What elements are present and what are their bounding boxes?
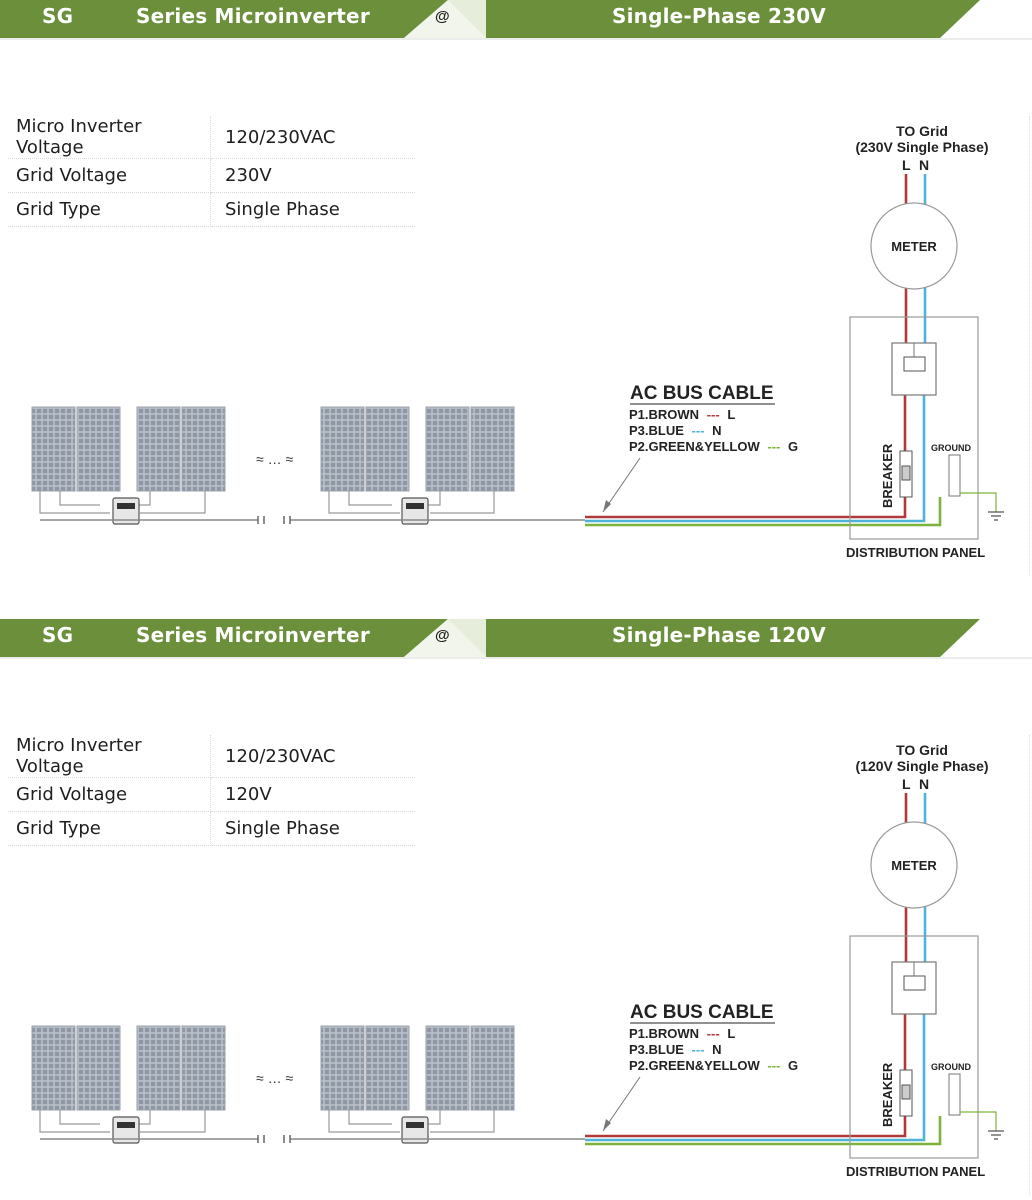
solar-panel (471, 1026, 514, 1110)
header-brand: SG (42, 4, 74, 28)
header-phase: Single-Phase 120V (612, 623, 826, 647)
solar-panel (77, 407, 120, 491)
bus-line-code: N (712, 1042, 722, 1057)
solar-array-right (321, 1026, 514, 1143)
spec-label: Grid Type (8, 193, 211, 227)
bus-line-name: P1.BROWN (629, 1026, 700, 1041)
bus-line-green (629, 1058, 798, 1073)
solar-panel (182, 407, 225, 491)
bus-line-code: N (712, 423, 722, 438)
bus-line-name: P2.GREEN&YELLOW (629, 439, 760, 454)
bus-line-dash: --- (691, 1042, 705, 1057)
header-brand: SG (42, 623, 74, 647)
ground-symbol-icon (988, 512, 1004, 520)
bus-line-name: P2.GREEN&YELLOW (629, 1058, 760, 1073)
grid-l-label: L (902, 157, 911, 173)
spec-label: Grid Voltage (8, 778, 211, 812)
bus-line-name: P3.BLUE (629, 1042, 684, 1057)
spec-value: 230V (211, 159, 416, 193)
breaker-toggle (902, 1085, 910, 1099)
grid-l-label: L (902, 776, 911, 792)
ground-label: GROUND (931, 1062, 971, 1072)
microinverter-label (117, 1122, 135, 1128)
grid-label: TO Grid (896, 742, 948, 758)
grid-n-label: N (919, 157, 930, 173)
spec-value: 120/230VAC (211, 735, 416, 778)
microinverter-label (406, 1122, 424, 1128)
bus-line-code: L (727, 407, 736, 422)
solar-panel (32, 1026, 75, 1110)
solar-panel (137, 407, 180, 491)
spec-value: Single Phase (211, 193, 416, 227)
bus-line-code: G (788, 1058, 799, 1073)
bus-cable-title: AC BUS CABLE (630, 1002, 774, 1023)
bus-line-dash: --- (706, 1026, 720, 1041)
solar-panel (77, 1026, 120, 1110)
bus-line-dash: --- (691, 423, 705, 438)
solar-panel (471, 407, 514, 491)
wiring-diagram (0, 0, 1032, 578)
diagram-section-230v (0, 0, 1032, 578)
microinverter-label (117, 503, 135, 509)
spec-label: Grid Voltage (8, 159, 211, 193)
header-phase: Single-Phase 230V (612, 4, 826, 28)
diagram-section-120v (0, 619, 1032, 1197)
array-ellipsis: ≈ … ≈ (256, 451, 294, 467)
section-border-right (1028, 735, 1030, 1195)
section-gap (0, 578, 1032, 619)
solar-panel (182, 1026, 225, 1110)
bus-line-blue (629, 1042, 722, 1057)
spec-label: Grid Type (8, 812, 211, 846)
grid-n-label: N (919, 776, 930, 792)
distribution-panel-label: DISTRIBUTION PANEL (846, 1164, 986, 1179)
microinverter-label (406, 503, 424, 509)
solar-panel (426, 1026, 469, 1110)
trunk-break-marks (258, 1135, 290, 1143)
bus-line-brown (629, 407, 735, 422)
spec-label: Micro Inverter Voltage (8, 116, 211, 159)
bus-line-code: L (727, 1026, 736, 1041)
solar-panel (366, 1026, 409, 1110)
solar-panel (426, 407, 469, 491)
solar-panel (32, 407, 75, 491)
bus-line-green (629, 439, 798, 454)
section-border-right (1028, 116, 1030, 576)
meter-label: METER (891, 239, 937, 254)
grid-sublabel: (230V Single Phase) (855, 139, 989, 155)
spec-value: 120/230VAC (211, 116, 416, 159)
solar-panel (321, 1026, 364, 1110)
array-ellipsis: ≈ … ≈ (256, 1070, 294, 1086)
breaker-label: BREAKER (880, 443, 895, 508)
meter-label: METER (891, 858, 937, 873)
header-series: Series Microinverter (136, 623, 370, 647)
solar-panel (137, 1026, 180, 1110)
bus-line-dash: --- (767, 1058, 781, 1073)
ground-bar (949, 455, 960, 496)
solar-array-left (32, 1026, 225, 1143)
ground-bar (949, 1074, 960, 1115)
solar-panel (366, 407, 409, 491)
grid-label: TO Grid (896, 123, 948, 139)
header-series: Series Microinverter (136, 4, 370, 28)
spec-value: 120V (211, 778, 416, 812)
spec-label: Micro Inverter Voltage (8, 735, 211, 778)
bus-line-name: P3.BLUE (629, 423, 684, 438)
bus-line-brown (629, 1026, 735, 1041)
solar-panel (321, 407, 364, 491)
solar-array-right (321, 407, 514, 524)
main-switch-handle (904, 357, 925, 371)
bus-line-dash: --- (706, 407, 720, 422)
distribution-panel-label: DISTRIBUTION PANEL (846, 545, 986, 560)
wiring-diagram (0, 619, 1032, 1197)
header-at-sign: @ (435, 627, 450, 644)
solar-array-left (32, 407, 225, 524)
spec-value: Single Phase (211, 812, 416, 846)
ground-symbol-icon (988, 1131, 1004, 1139)
header-at-sign: @ (435, 8, 450, 25)
bus-line-code: G (788, 439, 799, 454)
bus-cable-title: AC BUS CABLE (630, 383, 774, 404)
grid-sublabel: (120V Single Phase) (855, 758, 989, 774)
ground-label: GROUND (931, 443, 971, 453)
bus-line-dash: --- (767, 439, 781, 454)
bus-line-blue (629, 423, 722, 438)
breaker-label: BREAKER (880, 1062, 895, 1127)
bus-line-name: P1.BROWN (629, 407, 700, 422)
trunk-break-marks (258, 516, 290, 524)
breaker-toggle (902, 466, 910, 480)
main-switch-handle (904, 976, 925, 990)
